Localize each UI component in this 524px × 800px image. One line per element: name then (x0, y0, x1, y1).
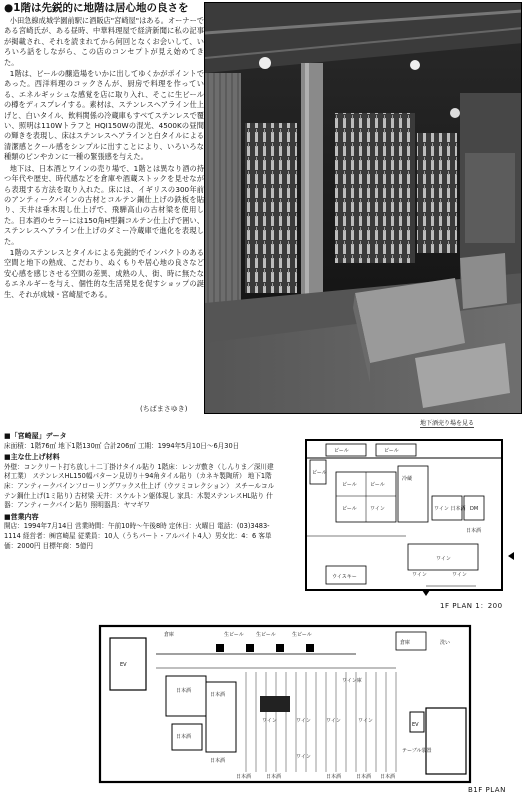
svg-text:日本酒: 日本酒 (326, 774, 342, 780)
paragraph-2: 1階は、ビールの醸造場をいかに出してゆくかがポイントであった。西洋料理のコックさんが、厨房で料理を作っている、エネルギッシュな感覚を店に取り入れ、そこに生ビールの樽をディスプレイする。素材は、ステンレスヘアライン仕上げと、白いタイル、飲料関係の冷蔵庫もすべてステンレスで覆い、照明は110Wトラフと HQI150Wの混光、4500Kの昼間の輝きを表現し、床はステンレスヘアラインと白タイルによる清潔感とクール感をシンプルに出すことにより、いろいろな種類のビンやカンに一種の緊張感を与えた。 (4, 69, 204, 162)
svg-text:EV: EV (412, 722, 419, 728)
svg-text:ワイン: ワイン (452, 572, 467, 578)
data-heading: ■「宮崎屋」データ (4, 432, 67, 440)
svg-text:日本酒: 日本酒 (380, 774, 396, 780)
svg-text:DM: DM (470, 506, 479, 512)
paragraph-1: 小田急線成城学園前駅に酒販店"宮崎屋"はある。オーナーである宮崎氏が、ある昼時、中華料理屋で経済新聞に私の記事が掲載され、それを読まれてから何回となくお会いして、いろいろ話をしながら、この店のコンセプトが見え始めてきた。 (4, 16, 204, 67)
plan-b1f-title: B1F PLAN (468, 786, 506, 794)
plan-1f-title: 1F PLAN 1：200 (440, 602, 503, 610)
svg-text:ビール: ビール (342, 506, 357, 512)
svg-text:ウイスキー: ウイスキー (332, 574, 357, 580)
svg-text:ワイン 日本酒: ワイン 日本酒 (434, 506, 466, 512)
data-line: 床面積：1階76㎡ 地下1階130㎡ 合計206㎡ 工期：1994年5月10日〜6月30日 (4, 441, 240, 450)
business-heading: ■営業内容 (4, 512, 39, 521)
article-credit: (ちばまさゆき) (140, 405, 188, 413)
article-heading: ●1階は先鋭的に地階は居心地の良さを (4, 2, 189, 14)
svg-text:ワイン: ワイン (326, 718, 341, 724)
interior-photo (204, 2, 522, 414)
svg-text:日本酒: 日本酒 (266, 774, 282, 780)
business-text: 開店：1994年7月14日 営業時間：午前10時〜午後8時 定休日：火曜日 電話：(03)3483-1114 経営者：㈱宮崎屋 従業員：10人（うちパート・アルバイト4人）男女比：4：6 客単価：2000円 目標年商：5億円 (4, 522, 272, 550)
svg-text:日本酒: 日本酒 (210, 692, 226, 698)
svg-text:洗い: 洗い (440, 640, 451, 646)
svg-text:ワイン: ワイン (370, 506, 385, 512)
svg-text:日本酒: 日本酒 (466, 528, 482, 534)
svg-text:ワイン: ワイン (358, 718, 373, 724)
svg-text:日本酒: 日本酒 (176, 734, 192, 740)
floor-plan-b1f (96, 622, 474, 786)
svg-text:テーブル装置: テーブル装置 (402, 748, 432, 754)
shop-data (4, 430, 280, 551)
svg-text:生ビール: 生ビール (256, 632, 276, 638)
plan1-labels (312, 448, 481, 580)
svg-text:日本酒: 日本酒 (210, 758, 226, 764)
svg-text:日本酒: 日本酒 (236, 774, 252, 780)
svg-text:ビール: ビール (334, 448, 349, 454)
svg-text:ビール: ビール (342, 482, 357, 488)
svg-text:生ビール: 生ビール (292, 632, 312, 638)
interior-photo-illustration (205, 3, 522, 414)
svg-text:ワイン: ワイン (436, 556, 451, 562)
svg-text:ビール: ビール (370, 482, 385, 488)
svg-text:生ビール: 生ビール (224, 632, 244, 638)
floor-plan-1f (286, 436, 514, 598)
svg-text:ワイン: ワイン (412, 572, 427, 578)
svg-text:日本酒: 日本酒 (176, 688, 192, 694)
floor-plan-1f-drawing (286, 436, 514, 598)
svg-text:ワイン: ワイン (296, 754, 311, 760)
paragraph-3: 地下は、日本酒とワインの売り場で、1階とは異なり酒の持つ年代や歴史、時代感などを倉庫や酒蔵ストックを見せながら表現する方法を取り入れた。床には、イギリスの300年前のアンティークパインの古材とコルテン鋼仕上げの鉄板を貼り、天井は垂木現し仕上げで、飛騨高山の古材梁を使用した。日本酒のセラーには150角H型鋼コルテン仕上げで囲い、ステンレスヘアライン仕上げのダミー冷蔵庫で進化を表現した。 (4, 163, 204, 246)
svg-text:倉庫: 倉庫 (164, 632, 175, 638)
svg-text:ビール: ビール (312, 470, 327, 476)
svg-text:ワイン庫: ワイン庫 (342, 678, 362, 684)
svg-text:EV: EV (120, 662, 127, 668)
article-body (4, 16, 204, 301)
svg-text:ワイン: ワイン (296, 718, 311, 724)
materials-heading: ■主な仕上げ材料 (4, 453, 60, 462)
materials-text: 外壁：コンクリート打ち放し＋二丁掛けタイル貼り 1階床：レンガ敷き（しんりま／深川建材工業） ステンレスHL150幅パターン見切り＋94角タイル貼り（カネキ製陶所） 地下1階床：アンティークパインフローリングワックス仕上げ（ウツミコレクション） スチールコルテン鋼仕上げ(1ミ貼り) 古材梁 天井：スケルトン躯体現し 家具：木製ステンレスHL貼り 什器：アンティークパイン貼り 照明器具：ヤマギワ (4, 462, 275, 510)
photo-caption: 地下酒売り場を見る (420, 420, 475, 427)
svg-text:倉庫: 倉庫 (400, 640, 411, 646)
svg-text:日本酒: 日本酒 (356, 774, 372, 780)
paragraph-4: 1階のステンレスとタイルによる先鋭的でインパクトのある空間と地下の熟成、こだわり、ぬくもりや居心地の良さなど安心感を感じさせる空間の差異、成熟の人、街、時に無たなるエネルギーを与え、個性的な生活発見を促すショップの誕生、それが成城・宮崎屋である。 (4, 247, 204, 299)
svg-text:ビール: ビール (384, 448, 399, 454)
svg-text:ワイン: ワイン (262, 718, 277, 724)
floor-plan-b1f-drawing (96, 622, 474, 786)
svg-text:冷蔵: 冷蔵 (402, 476, 413, 482)
